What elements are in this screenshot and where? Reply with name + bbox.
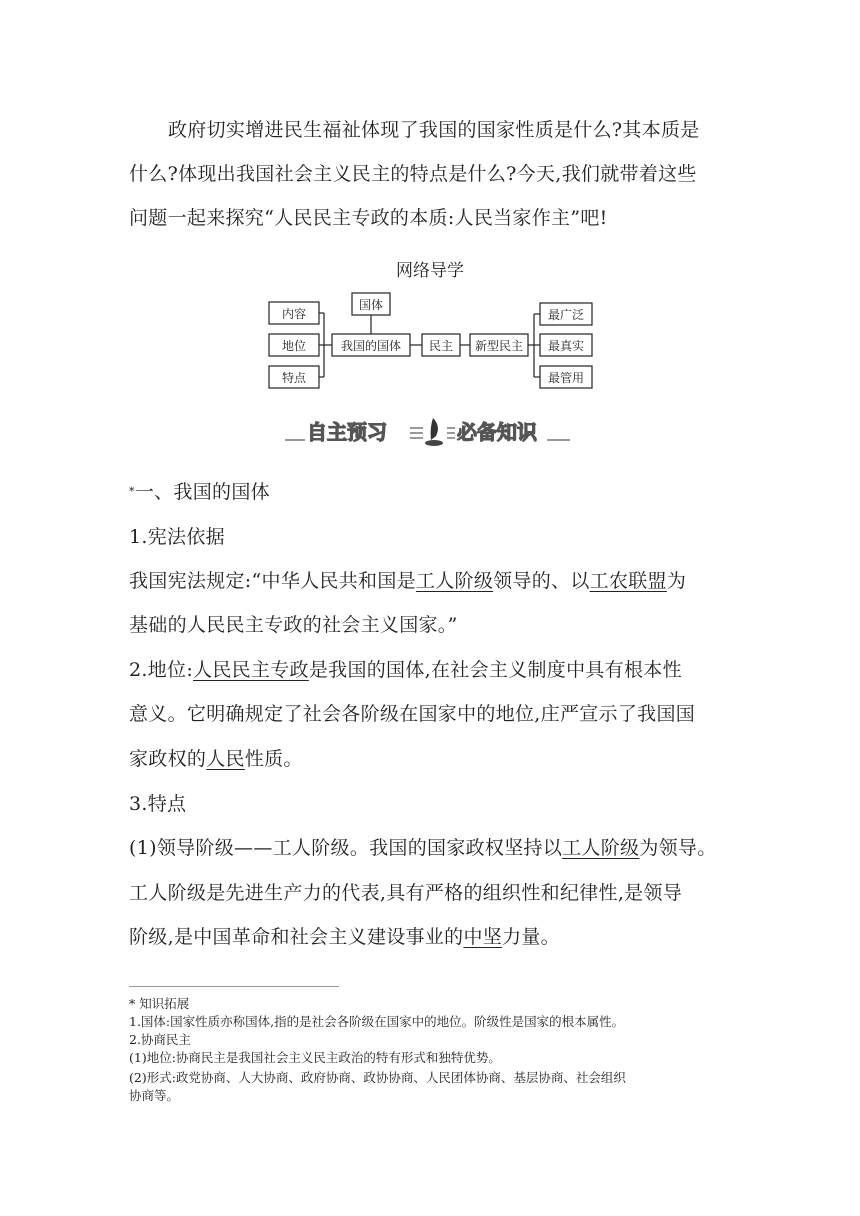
label-guoti: 国体 bbox=[358, 298, 384, 312]
footnote-title: * 知识拓展 bbox=[129, 996, 190, 1011]
p2-line-3: 家政权的人民性质。 bbox=[129, 748, 303, 770]
p3-line-3: 阶级,是中国革命和社会主义建设事业的中坚力量。 bbox=[129, 926, 560, 948]
footnote-line-5: 协商等。 bbox=[129, 1088, 180, 1103]
label-features: 特点 bbox=[281, 371, 307, 385]
p3-title: 3.特点 bbox=[129, 793, 187, 815]
label-minzhu: 民主 bbox=[428, 339, 454, 353]
intro-line-3: 问题一起来探究“人民民主专政的本质:人民当家作主”吧! bbox=[129, 207, 608, 229]
banner-right-text: 必备知识 bbox=[457, 420, 537, 444]
footnote-separator bbox=[129, 986, 339, 987]
p1-title: 1.宪法依据 bbox=[129, 526, 225, 548]
label-real: 最真实 bbox=[547, 339, 585, 353]
footnote-marker: * bbox=[129, 485, 135, 498]
banner-left-text: 自主预习 bbox=[307, 420, 387, 444]
footnote-line-1: 1.国体:国家性质亦称国体,指的是社会各阶级在国家中的地位。阶级性是国家的根本属性。 bbox=[129, 1014, 625, 1029]
label-new: 新型民主 bbox=[474, 339, 524, 353]
p2-line-2: 意义。它明确规定了社会各阶级在国家中的地位,庄严宣示了我国国 bbox=[129, 703, 696, 725]
label-position: 地位 bbox=[281, 339, 307, 353]
quill-icon bbox=[425, 418, 443, 446]
p2-line-1: 2.地位:人民民主专政是我国的国体,在社会主义制度中具有根本性 bbox=[129, 659, 682, 681]
p3-line-1: (1)领导阶级——工人阶级。我国的国家政权坚持以工人阶级为领导。 bbox=[129, 837, 717, 859]
network-title: 网络导学 bbox=[396, 261, 464, 281]
section-heading: *一、我国的国体 bbox=[129, 481, 270, 503]
concept-diagram bbox=[262, 290, 602, 390]
label-center: 我国的国体 bbox=[340, 339, 402, 353]
label-useful: 最管用 bbox=[547, 371, 585, 385]
label-broad: 最广泛 bbox=[547, 308, 585, 322]
intro-line-2: 什么?体现出我国社会主义民主的特点是什么?今天,我们就带着这些 bbox=[129, 163, 697, 185]
footnote-line-4: (2)形式:政党协商、人大协商、政府协商、政协协商、人民团体协商、基层协商、社会组织 bbox=[129, 1070, 626, 1085]
p3-line-2: 工人阶级是先进生产力的代表,具有严格的组织性和纪律性,是领导 bbox=[129, 882, 683, 904]
footnote-line-3: (1)地位:协商民主是我国社会主义民主政治的特有形式和独特优势。 bbox=[129, 1050, 501, 1065]
p1-line-2: 基础的人民民主专政的社会主义国家。” bbox=[129, 614, 458, 636]
p1-line-1: 我国宪法规定:“中华人民共和国是工人阶级领导的、以工农联盟为 bbox=[129, 570, 687, 592]
footnote-line-2: 2.协商民主 bbox=[129, 1032, 191, 1047]
label-content: 内容 bbox=[281, 307, 307, 321]
intro-line-1: 政府切实增进民生福祉体现了我国的国家性质是什么?其本质是 bbox=[168, 119, 700, 141]
section-banner bbox=[285, 414, 575, 448]
